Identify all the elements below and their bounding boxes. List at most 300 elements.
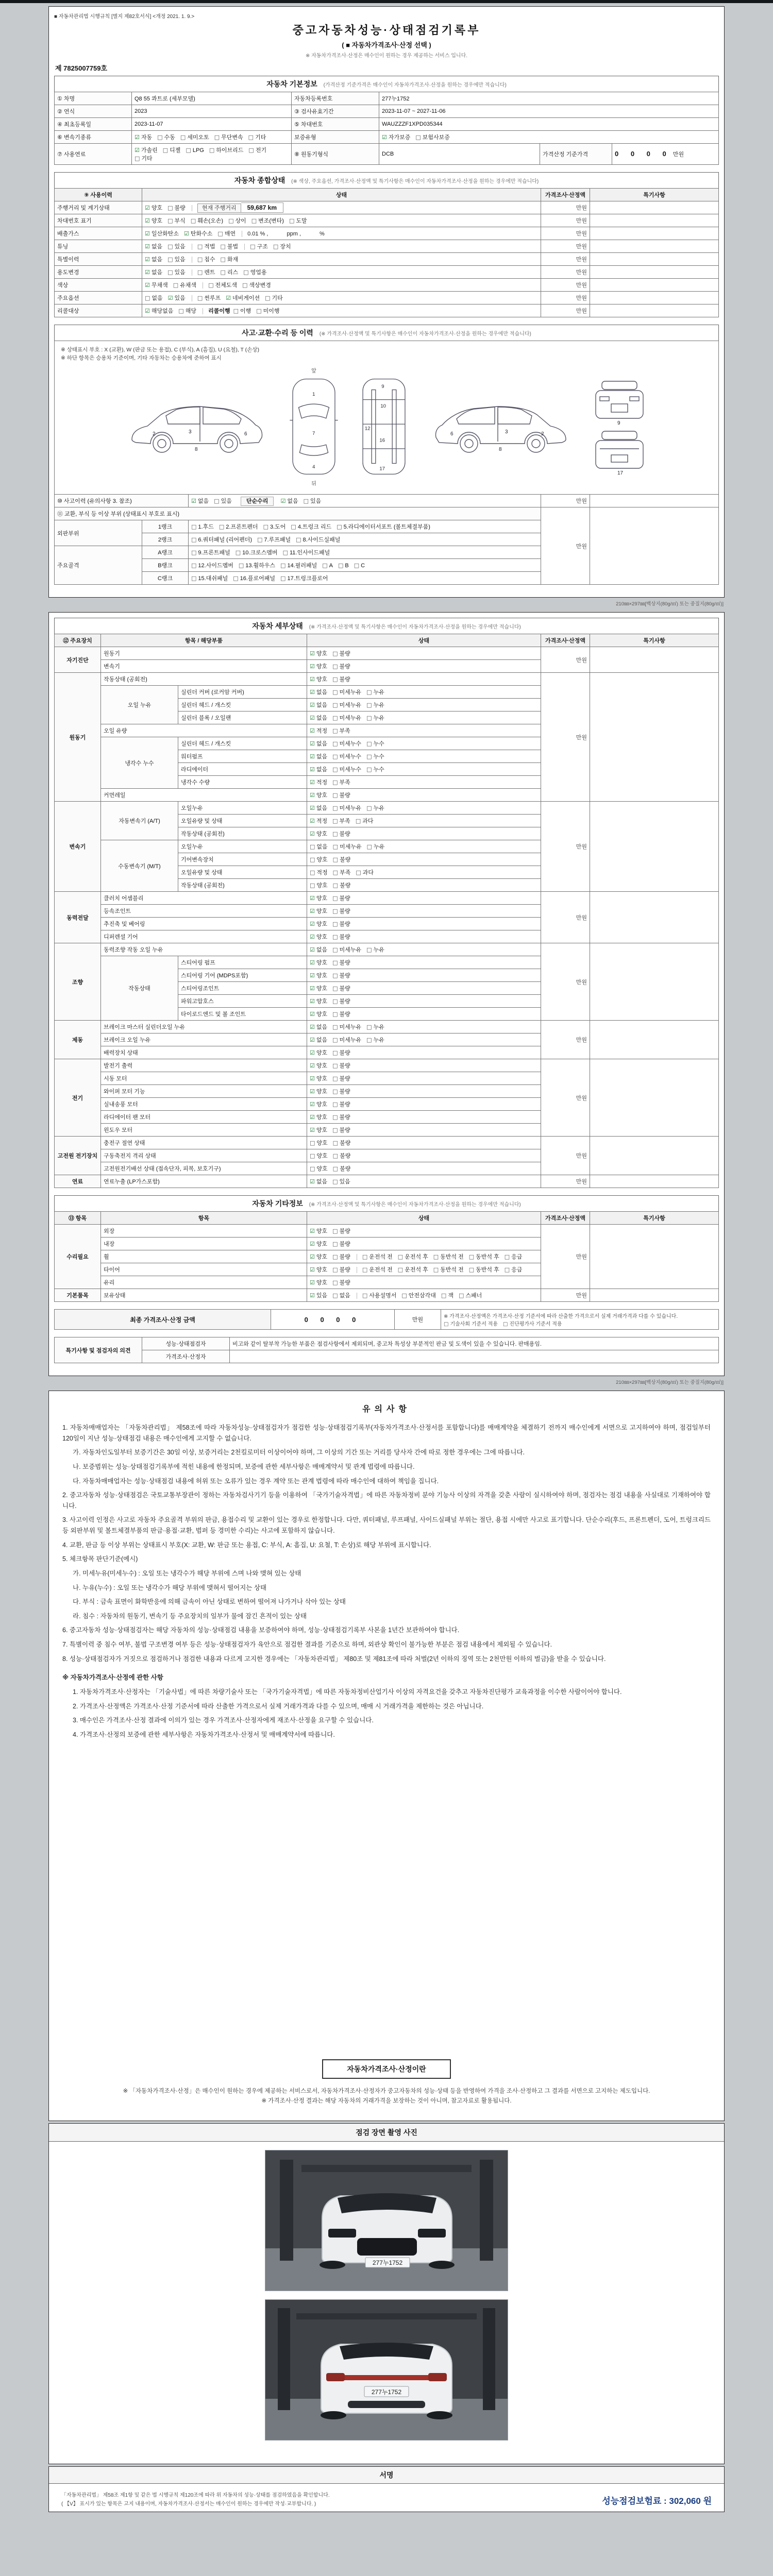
svg-text:7: 7: [312, 431, 315, 437]
checkbox-icon: □: [332, 831, 338, 837]
definition-line: ※ 가격조사·산정 결과는 해당 자동차의 거래가격을 보장하는 것이 아니며, 참고자료로 활용됩니다.: [261, 2098, 512, 2104]
checkbox-label: 미세누수: [339, 741, 362, 747]
checkbox-option[interactable]: [214, 133, 243, 141]
checkbox-option[interactable]: [366, 714, 384, 722]
checkbox-option[interactable]: [332, 1126, 350, 1134]
checkbox-option[interactable]: [173, 281, 196, 289]
item-label: 추진축 및 베어링: [101, 918, 307, 930]
fuel-label: ⑦ 사용연료: [55, 144, 132, 165]
checkbox-option[interactable]: [310, 1087, 327, 1095]
checkbox-option[interactable]: [310, 765, 327, 773]
checkbox-option[interactable]: [191, 497, 209, 505]
checkbox-icon: □: [310, 869, 315, 876]
first-reg-label: ④ 최초등록일: [55, 118, 132, 131]
checkbox-option[interactable]: [332, 817, 350, 825]
checkbox-icon: □: [332, 1292, 338, 1299]
checkbox-option[interactable]: [310, 1048, 327, 1057]
item-label: 내장: [101, 1238, 307, 1250]
checkbox-option[interactable]: [310, 1100, 327, 1108]
checkbox-option[interactable]: [289, 216, 307, 225]
checkbox-label: 불량: [340, 857, 351, 863]
checkbox-label: 누유: [373, 702, 384, 708]
checkbox-option[interactable]: [220, 255, 238, 263]
price-cell: 만원: [541, 266, 590, 279]
checkbox-option[interactable]: [332, 1087, 350, 1095]
checkbox-option[interactable]: [332, 958, 350, 967]
checkbox-option[interactable]: [273, 242, 291, 250]
checkbox-option[interactable]: [239, 561, 275, 569]
checkbox-option[interactable]: [310, 726, 327, 735]
checkbox-option[interactable]: [398, 1265, 428, 1274]
state-cell: [307, 827, 541, 840]
checkbox-option[interactable]: [217, 229, 236, 238]
note-cell: [590, 1059, 719, 1137]
checkbox-option[interactable]: [333, 842, 362, 851]
state-cell: [307, 840, 541, 853]
checkbox-icon: ☑: [167, 295, 173, 301]
checkbox-option[interactable]: [310, 688, 327, 696]
opinion-section-label: 특기사항 및 점검자의 의견: [55, 1337, 142, 1363]
checkbox-option[interactable]: [354, 562, 365, 569]
report-main-box: [48, 6, 725, 598]
checkbox-option[interactable]: [214, 497, 232, 505]
checkbox-option[interactable]: [197, 242, 215, 250]
checkbox-option[interactable]: [332, 1036, 361, 1044]
checkbox-option[interactable]: [310, 817, 327, 825]
checkbox-option[interactable]: [469, 1265, 499, 1274]
checkbox-icon: □: [173, 282, 179, 289]
checkbox-option[interactable]: [220, 242, 238, 250]
checkbox-option[interactable]: [444, 1319, 498, 1327]
checkbox-option[interactable]: [332, 997, 350, 1005]
checkbox-label: 있음: [316, 1293, 328, 1299]
state-cell: [307, 1263, 541, 1276]
checkbox-label: 9.프론트패널: [198, 550, 230, 556]
checkbox-option[interactable]: [332, 1177, 350, 1185]
checkbox-option[interactable]: [503, 1319, 562, 1327]
checkbox-option[interactable]: [322, 562, 333, 569]
checkbox-option[interactable]: [310, 1061, 327, 1070]
checkbox-option[interactable]: [256, 307, 279, 315]
checkbox-option[interactable]: [310, 675, 327, 683]
svg-text:6: 6: [450, 431, 453, 437]
checkbox-option[interactable]: [251, 216, 284, 225]
checkbox-label: 불량: [339, 1254, 350, 1260]
checkbox-option[interactable]: [135, 154, 153, 162]
checkbox-icon: ☑: [310, 766, 315, 773]
checkbox-option[interactable]: [145, 242, 162, 250]
checkbox-option[interactable]: [310, 958, 327, 967]
checkbox-option[interactable]: [310, 1126, 327, 1134]
checkbox-icon: ☑: [310, 1062, 315, 1069]
final-price-note: [441, 1310, 719, 1330]
checkbox-option[interactable]: [310, 1023, 327, 1031]
table-row: [55, 131, 719, 144]
checkbox-option[interactable]: [332, 1074, 350, 1082]
checkbox-label: 불량: [339, 1114, 350, 1121]
checkbox-label: 일산화탄소: [151, 231, 179, 237]
checkbox-option[interactable]: [469, 1252, 499, 1261]
checkbox-option[interactable]: [226, 294, 260, 302]
checkbox-option[interactable]: [191, 574, 228, 582]
checkbox-option[interactable]: [310, 778, 327, 786]
checkbox-option[interactable]: [332, 829, 350, 838]
checkbox-label: LPG: [192, 147, 204, 154]
checkbox-option[interactable]: [283, 548, 330, 556]
state-cell: [307, 1021, 541, 1033]
checkbox-option[interactable]: [310, 842, 328, 851]
checkbox-option[interactable]: [167, 255, 186, 263]
checkbox-icon: □: [433, 1253, 439, 1260]
price-cell: 만원: [541, 240, 590, 253]
checkbox-option[interactable]: [310, 752, 327, 760]
checkbox-icon: ☑: [310, 805, 315, 811]
checkbox-option[interactable]: [310, 1164, 328, 1173]
checkbox-option[interactable]: [459, 1291, 482, 1299]
checkbox-icon: ☑: [310, 1101, 315, 1108]
checkbox-option[interactable]: [415, 133, 450, 141]
checkbox-option[interactable]: [145, 204, 162, 212]
checkbox-option[interactable]: [145, 229, 179, 238]
item-label: 등속조인트: [101, 905, 307, 918]
checkbox-option[interactable]: [310, 662, 327, 670]
checkbox-option[interactable]: [332, 1265, 350, 1274]
checkbox-option[interactable]: [310, 933, 327, 941]
checkbox-icon: □: [310, 1165, 315, 1172]
checkbox-icon: □: [250, 243, 256, 250]
checkbox-option[interactable]: [310, 1291, 327, 1299]
checkbox-option[interactable]: [332, 907, 350, 915]
checkbox-option[interactable]: [338, 562, 349, 569]
checkbox-option[interactable]: [332, 920, 350, 928]
checkbox-option[interactable]: [332, 971, 350, 979]
checkbox-option[interactable]: [332, 791, 350, 799]
checkbox-option[interactable]: [265, 294, 283, 302]
checkbox-option[interactable]: [197, 255, 215, 263]
checkbox-option[interactable]: [184, 229, 212, 238]
checkbox-option[interactable]: [366, 752, 384, 760]
checkbox-option[interactable]: [332, 714, 361, 722]
checkbox-option[interactable]: [310, 984, 327, 992]
svg-text:6: 6: [244, 431, 247, 437]
checkbox-option[interactable]: [362, 1291, 397, 1299]
checkbox-option[interactable]: [145, 294, 163, 302]
state-cell: [307, 1289, 541, 1302]
device-label: 고전원 전기장치: [55, 1137, 101, 1175]
checkbox-option[interactable]: [228, 216, 246, 225]
checkbox-option[interactable]: [332, 1010, 350, 1018]
checkbox-option[interactable]: [332, 688, 361, 696]
checkbox-option[interactable]: [366, 1036, 384, 1044]
checkbox-label: 없음: [197, 498, 209, 504]
checkbox-option[interactable]: [310, 1278, 327, 1286]
checkbox-option[interactable]: [310, 791, 327, 799]
checkbox-icon: ☑: [310, 1088, 315, 1095]
item-label: 워터펌프: [178, 750, 307, 763]
checkbox-label: 불량: [339, 664, 350, 670]
checkbox-option[interactable]: [441, 1291, 453, 1299]
svg-text:9: 9: [381, 383, 384, 389]
checkbox-option[interactable]: [332, 945, 361, 954]
checkbox-option[interactable]: [366, 1023, 384, 1031]
paper-spec: 210㎜×297㎜[백상지(80g/㎡) 또는 중질지(80g/㎡)]: [616, 601, 724, 607]
checkbox-option[interactable]: [310, 804, 327, 812]
checkbox-icon: □: [265, 295, 271, 301]
checkbox-option[interactable]: [242, 281, 271, 289]
checkbox-option[interactable]: [332, 1061, 350, 1070]
checkbox-option[interactable]: [310, 1240, 327, 1248]
checkbox-option[interactable]: [433, 1252, 464, 1261]
checkbox-option[interactable]: [310, 1177, 327, 1185]
checkbox-option[interactable]: [310, 971, 327, 979]
checkbox-option[interactable]: [332, 1278, 350, 1286]
checkbox-option[interactable]: [332, 1023, 361, 1031]
checkbox-option[interactable]: [191, 535, 252, 544]
checkbox-option[interactable]: [310, 997, 327, 1005]
checkbox-option[interactable]: [332, 701, 361, 709]
checkbox-option[interactable]: [257, 535, 291, 544]
checkbox-option[interactable]: [180, 133, 209, 141]
checkbox-option[interactable]: [191, 522, 214, 531]
checkbox-option[interactable]: [310, 1252, 327, 1261]
checkbox-option[interactable]: [243, 268, 266, 276]
price-cell: 만원: [541, 647, 590, 673]
checkbox-icon: □: [444, 1321, 449, 1327]
checkbox-option[interactable]: [310, 1139, 328, 1147]
checkbox-option[interactable]: [310, 1010, 327, 1018]
checkbox-option[interactable]: [186, 147, 204, 154]
checkbox-option[interactable]: [505, 1252, 523, 1261]
checkbox-option[interactable]: [332, 765, 361, 773]
checkbox-option[interactable]: [337, 522, 430, 531]
checkbox-option[interactable]: [332, 662, 350, 670]
checkbox-option[interactable]: [310, 829, 327, 838]
checkbox-icon: □: [135, 155, 140, 162]
checkbox-icon: □: [356, 869, 361, 876]
checkbox-option[interactable]: [280, 561, 317, 569]
checkbox-option[interactable]: [310, 1151, 328, 1160]
checkbox-option[interactable]: [366, 804, 384, 812]
checkbox-label: 양호: [316, 1241, 328, 1247]
checkbox-option[interactable]: [332, 894, 350, 902]
checkbox-option[interactable]: [310, 945, 327, 954]
checkbox-option[interactable]: [332, 1240, 350, 1248]
device-state-row: [55, 892, 719, 905]
checkbox-label: 불량: [339, 1089, 350, 1095]
checkbox-option[interactable]: [310, 701, 327, 709]
checkbox-option[interactable]: [208, 281, 237, 289]
checkbox-option[interactable]: [332, 778, 350, 786]
checkbox-icon: ☑: [145, 308, 150, 314]
rank-items: [189, 572, 541, 585]
row-label: 리콜대상: [55, 304, 142, 317]
checkbox-icon: ☑: [310, 908, 315, 914]
checkbox-option[interactable]: [398, 1252, 428, 1261]
state-cell: [307, 1033, 541, 1046]
checkbox-option[interactable]: [296, 535, 340, 544]
checkbox-option[interactable]: [310, 1074, 327, 1082]
section-other-info: [54, 1195, 719, 1211]
checkbox-option[interactable]: [332, 649, 350, 657]
checkbox-option[interactable]: [191, 561, 233, 569]
state-cell: [307, 1008, 541, 1021]
checkbox-option[interactable]: [333, 855, 351, 863]
checkbox-option[interactable]: [191, 548, 230, 556]
checkbox-option[interactable]: [401, 1291, 436, 1299]
overall-state-row: [55, 240, 719, 253]
checkbox-option[interactable]: [310, 1227, 327, 1235]
checkbox-option[interactable]: [163, 146, 181, 154]
checkbox-option[interactable]: [157, 133, 175, 141]
svg-text:3: 3: [505, 429, 508, 435]
checkbox-icon: □: [220, 243, 226, 250]
checkbox-option[interactable]: [333, 1151, 351, 1160]
final-price-table: [54, 1309, 719, 1330]
checkbox-option[interactable]: [167, 268, 186, 276]
checkbox-option[interactable]: [310, 739, 327, 748]
checkbox-label: 자동: [141, 134, 153, 141]
checkbox-option[interactable]: [310, 855, 328, 863]
checkbox-option[interactable]: [197, 294, 221, 302]
document-number: 제 7825007759호: [55, 64, 108, 72]
checkbox-option[interactable]: [145, 216, 162, 225]
item-label: 작동상태 (공회전): [178, 879, 307, 892]
item-label: 동력조향 작동 오일 누유: [101, 943, 307, 956]
checkbox-option[interactable]: [135, 146, 158, 154]
checkbox-option[interactable]: [310, 881, 328, 889]
checkbox-icon: □: [332, 1088, 338, 1095]
checkbox-option[interactable]: [310, 1265, 327, 1274]
reg-no-label: 자동차등록번호: [292, 92, 379, 105]
checkbox-option[interactable]: [167, 204, 186, 212]
checkbox-icon: ☑: [191, 498, 196, 504]
checkbox-option[interactable]: [332, 1227, 350, 1235]
overall-state-row: [55, 304, 719, 317]
checkbox-icon: □: [332, 1049, 338, 1056]
checkbox-option[interactable]: [310, 1036, 327, 1044]
checkbox-option[interactable]: [233, 574, 275, 582]
state-cell: [307, 1085, 541, 1098]
checkbox-option[interactable]: [366, 739, 384, 748]
checkbox-option[interactable]: [332, 804, 361, 812]
checkbox-option[interactable]: [366, 765, 384, 773]
checkbox-option[interactable]: [332, 1048, 350, 1057]
checkbox-option[interactable]: [310, 714, 327, 722]
checkbox-option[interactable]: [263, 522, 286, 531]
checkbox-icon: □: [337, 523, 342, 530]
checkbox-option[interactable]: [332, 984, 350, 992]
checkbox-option[interactable]: [332, 675, 350, 683]
price-cell: 만원: [541, 279, 590, 292]
checkbox-option[interactable]: [280, 574, 328, 582]
checkbox-option[interactable]: [362, 1265, 393, 1274]
checkbox-option[interactable]: [333, 881, 351, 889]
price-cell: 만원: [541, 943, 590, 1021]
checkbox-option[interactable]: [310, 868, 328, 876]
checkbox-option[interactable]: [310, 907, 327, 915]
checkbox-option[interactable]: [382, 133, 410, 141]
checkbox-icon: ☑: [310, 702, 315, 708]
price-cell: 만원: [541, 253, 590, 266]
checkbox-option[interactable]: [367, 842, 385, 851]
checkbox-option[interactable]: [356, 817, 374, 825]
checkbox-option[interactable]: [332, 1113, 350, 1121]
checkbox-label: 변조(변타): [258, 218, 284, 224]
checkbox-option[interactable]: [310, 894, 327, 902]
checkbox-label: B: [345, 563, 349, 569]
checkbox-option[interactable]: [366, 688, 384, 696]
checkbox-option[interactable]: [167, 216, 186, 225]
checkbox-label: 있음: [310, 498, 322, 504]
checkbox-icon: □: [366, 689, 372, 696]
checkbox-option[interactable]: [191, 216, 223, 225]
rank-label: A랭크: [142, 546, 189, 559]
checkbox-option[interactable]: [304, 497, 322, 505]
checkbox-option[interactable]: [219, 522, 258, 531]
checkbox-option[interactable]: [145, 307, 173, 315]
checkbox-option[interactable]: [332, 1291, 350, 1299]
checkbox-option[interactable]: [333, 1164, 351, 1173]
checkbox-option[interactable]: [291, 522, 331, 531]
checkbox-option[interactable]: [505, 1265, 523, 1274]
checkbox-option[interactable]: [280, 497, 298, 505]
checkbox-option[interactable]: [197, 268, 215, 276]
checkbox-option[interactable]: [250, 242, 268, 250]
checkbox-option[interactable]: [332, 726, 350, 735]
checkbox-option[interactable]: [145, 255, 162, 263]
checkbox-label: A: [329, 563, 333, 569]
checkbox-option[interactable]: [310, 920, 327, 928]
checkbox-option[interactable]: [178, 307, 196, 315]
checkbox-label: 상이: [235, 218, 246, 224]
checkbox-option[interactable]: [362, 1252, 393, 1261]
checkbox-option[interactable]: [135, 133, 152, 141]
checkbox-label: 미이행: [263, 308, 280, 314]
checkbox-option[interactable]: [236, 548, 278, 556]
checkbox-option[interactable]: [248, 133, 266, 141]
checkbox-option[interactable]: [310, 649, 327, 657]
checkbox-option[interactable]: [209, 146, 244, 154]
checkbox-option[interactable]: [233, 307, 251, 315]
checkbox-option[interactable]: [332, 933, 350, 941]
checkbox-option[interactable]: [333, 1139, 351, 1147]
state-cell: [307, 943, 541, 956]
device-state-row: [55, 1021, 719, 1033]
checkbox-option[interactable]: [220, 268, 238, 276]
checkbox-option[interactable]: [356, 868, 374, 876]
checkbox-option[interactable]: [332, 752, 361, 760]
checkbox-label: 과다: [362, 818, 374, 824]
checkbox-option[interactable]: [248, 146, 266, 154]
checkbox-option[interactable]: [332, 739, 361, 748]
checkbox-option[interactable]: [366, 945, 384, 954]
note-cell: [590, 1021, 719, 1059]
checkbox-icon: ☑: [310, 1114, 315, 1121]
checkbox-option[interactable]: [145, 281, 168, 289]
checkbox-option[interactable]: [145, 268, 162, 276]
checkbox-option[interactable]: [332, 1100, 350, 1108]
checkbox-option[interactable]: [168, 294, 186, 302]
checkbox-option[interactable]: [433, 1265, 464, 1274]
checkbox-option[interactable]: [366, 701, 384, 709]
checkbox-option[interactable]: [333, 868, 351, 876]
checkbox-option[interactable]: [332, 1252, 350, 1261]
checkbox-icon: ☑: [310, 740, 315, 747]
checkbox-option[interactable]: [167, 242, 186, 250]
checkbox-label: 없음: [151, 257, 163, 263]
checkbox-icon: □: [190, 217, 196, 224]
checkbox-option[interactable]: [310, 1113, 327, 1121]
